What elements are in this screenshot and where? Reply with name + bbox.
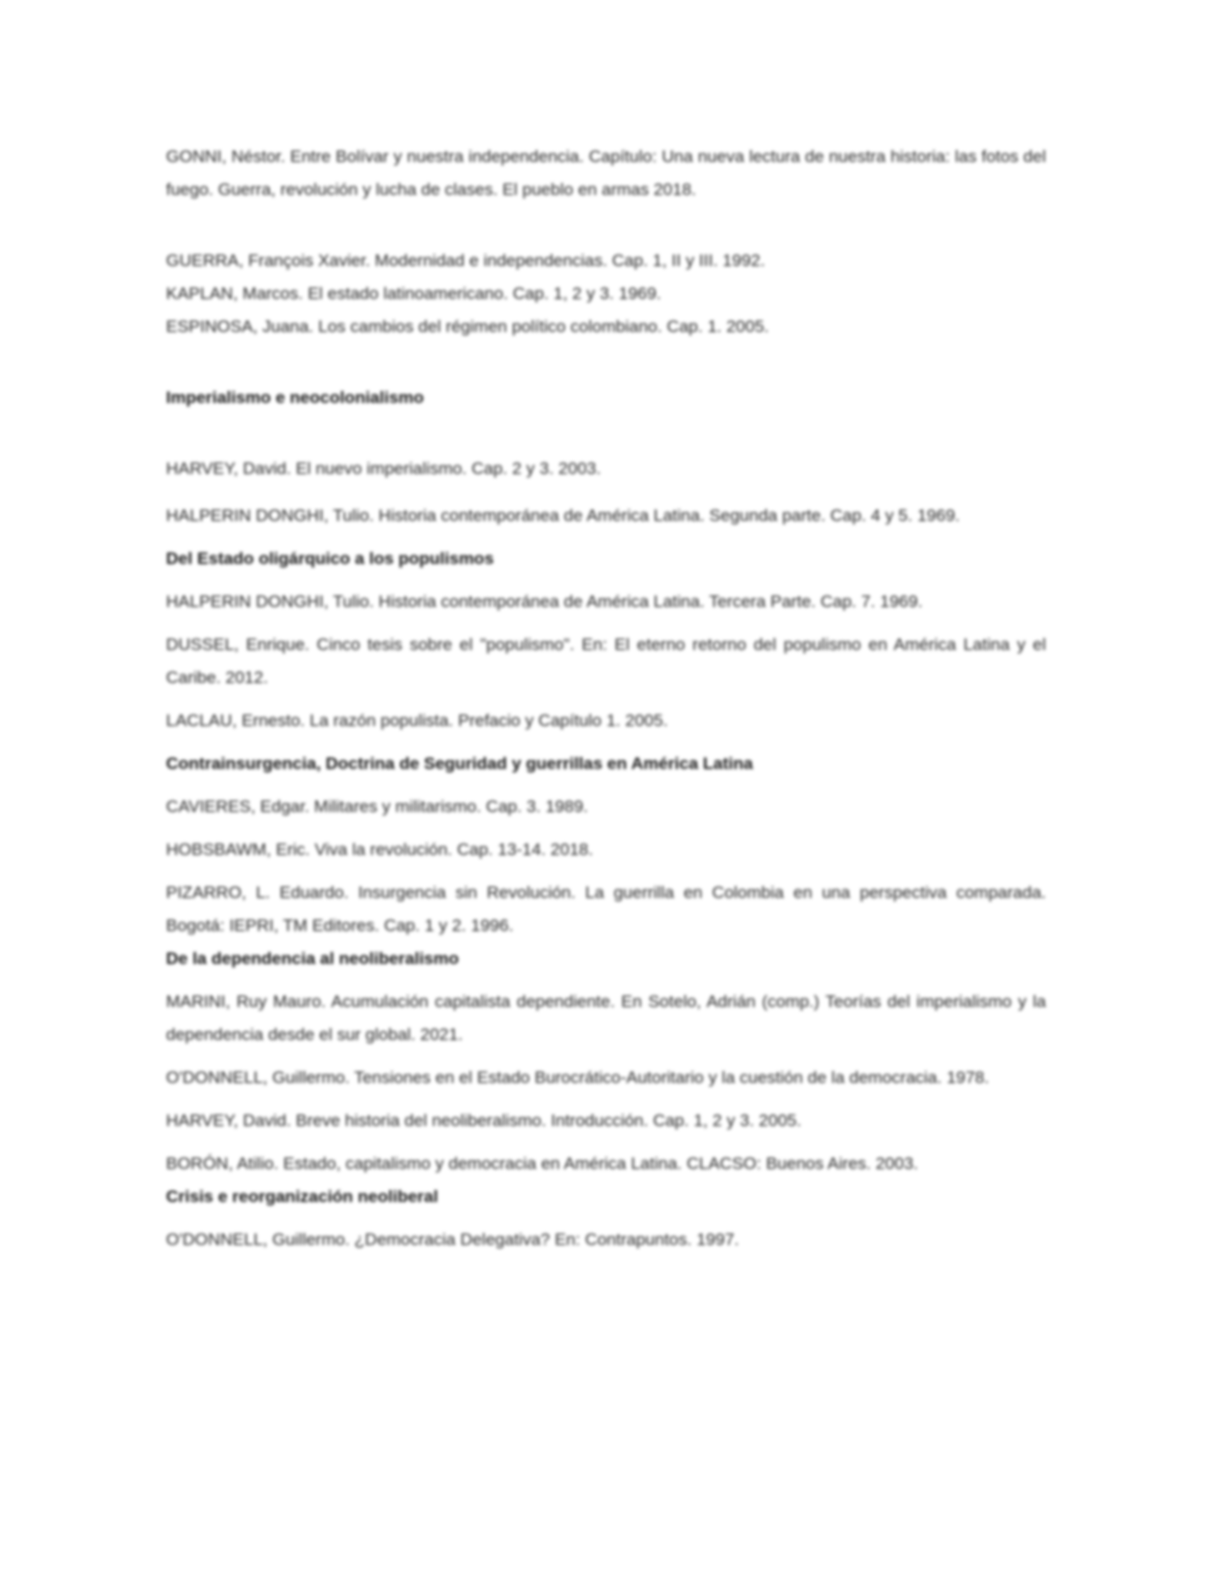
spacer — [166, 780, 1046, 790]
bibliography-entry: HALPERIN DONGHI, Tulio. Historia contemporánea de América Latina. Tercera Parte. Cap. 7. 1969. — [166, 592, 923, 611]
spacer — [166, 414, 1046, 452]
bibliography-entry: PIZARRO, L. Eduardo. Insurgencia sin Revolución. La guerrilla en Colombia en una perspectiva comparada. Bogotá: IEPRI, TM Editores. Cap. 1 y 2. 1996. — [166, 883, 1046, 935]
spacer — [166, 866, 1046, 876]
spacer — [166, 206, 1046, 244]
bibliography-entry: HARVEY, David. El nuevo imperialismo. Cap. 2 y 3. 2003. — [166, 459, 601, 478]
spacer — [166, 737, 1046, 747]
spacer — [166, 575, 1046, 585]
spacer — [166, 1213, 1046, 1223]
bibliography-entry: HALPERIN DONGHI, Tulio. Historia contemporánea de América Latina. Segunda parte. Cap. 4 y 5. 1969. — [166, 506, 960, 525]
spacer — [166, 694, 1046, 704]
bibliography-entry: BORÓN, Atilio. Estado, capitalismo y democracia en América Latina. CLACSO: Buenos Aires. 2003. — [166, 1154, 919, 1173]
spacer — [166, 1137, 1046, 1147]
section-heading: Imperialismo e neocolonialismo — [166, 388, 424, 407]
spacer — [166, 1051, 1046, 1061]
bibliography-entry: O'DONNELL, Guillermo. ¿Democracia Delegativa? En: Contrapuntos. 1997. — [166, 1230, 740, 1249]
spacer — [166, 975, 1046, 985]
bibliography-entry: KAPLAN, Marcos. El estado latinoamericano. Cap. 1, 2 y 3. 1969. — [166, 284, 662, 303]
section-heading: De la dependencia al neoliberalismo — [166, 949, 459, 968]
spacer — [166, 618, 1046, 628]
spacer — [166, 485, 1046, 499]
bibliography-entry: LACLAU, Ernesto. La razón populista. Prefacio y Capítulo 1. 2005. — [166, 711, 668, 730]
spacer — [166, 343, 1046, 381]
bibliography-entry: MARINI, Ruy Mauro. Acumulación capitalista dependiente. En Sotelo, Adrián (comp.) Teorías del imperialismo y la dependencia desde el sur global. 2021. — [166, 992, 1046, 1044]
bibliography-entry: ESPINOSA, Juana. Los cambios del régimen político colombiano. Cap. 1. 2005. — [166, 317, 769, 336]
bibliography-entry: HOBSBAWM, Eric. Viva la revolución. Cap. 13-14. 2018. — [166, 840, 594, 859]
section-heading: Contrainsurgencia, Doctrina de Seguridad y guerrillas en América Latina — [166, 754, 753, 773]
bibliography-entry: HARVEY, David. Breve historia del neoliberalismo. Introducción. Cap. 1, 2 y 3. 2005. — [166, 1111, 802, 1130]
spacer — [166, 823, 1046, 833]
document-page — [166, 140, 1046, 1256]
bibliography-entry: DUSSEL, Enrique. Cinco tesis sobre el "populismo". En: El eterno retorno del populismo en América Latina y el Caribe. 2012. — [166, 635, 1046, 687]
spacer — [166, 532, 1046, 542]
bibliography-entry: GUERRA, François Xavier. Modernidad e independencias. Cap. 1, II y III. 1992. — [166, 251, 766, 270]
bibliography-entry: GONNI, Néstor. Entre Bolívar y nuestra independencia. Capítulo: Una nueva lectura de nuestra historia: las fotos del fuego. Guerra, revolución y lucha de clases. El pueblo en armas 2018. — [166, 147, 1046, 199]
section-heading: Crisis e reorganización neoliberal — [166, 1187, 439, 1206]
section-heading: Del Estado oligárquico a los populismos — [166, 549, 494, 568]
bibliography-entry: O'DONNELL, Guillermo. Tensiones en el Estado Burocrático-Autoritario y la cuestión de la democracia. 1978. — [166, 1068, 990, 1087]
spacer — [166, 1094, 1046, 1104]
bibliography-entry: CAVIERES, Edgar. Militares y militarismo. Cap. 3. 1989. — [166, 797, 589, 816]
